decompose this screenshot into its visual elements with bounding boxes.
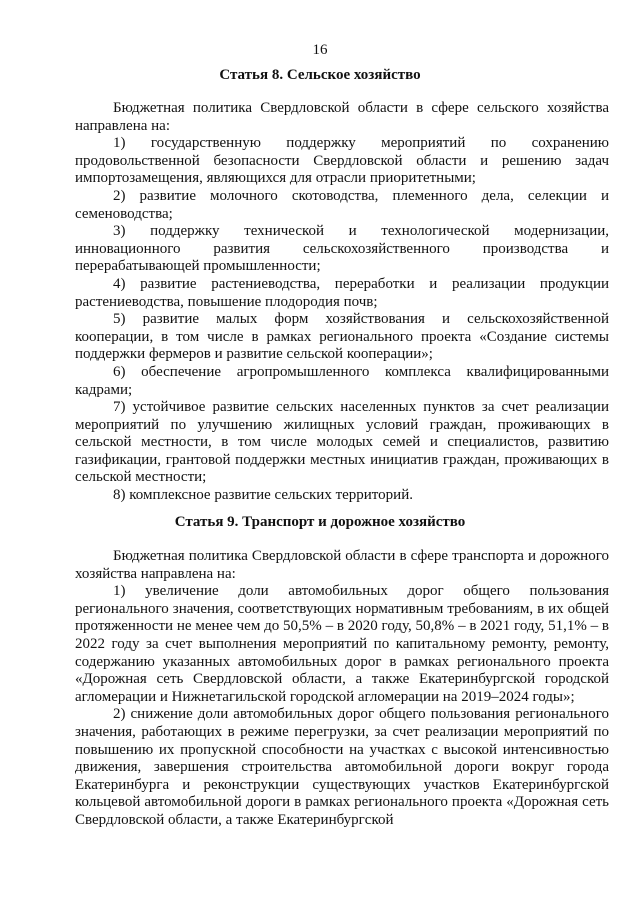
- paragraph: 5) развитие малых форм хозяйствования и сельскохозяйственной кооперации, в том числе в рамках регионального проекта «Создание системы поддержки фермеров и развитие сельской кооперации»;: [75, 311, 609, 363]
- article-8-title: Статья 8. Сельское хозяйство: [219, 67, 421, 83]
- paragraph: 4) развитие растениеводства, переработки и реализации продукции растениеводства, повышение плодородия почв;: [75, 275, 609, 310]
- article-9-title: Статья 9. Транспорт и дорожное хозяйство: [174, 514, 466, 530]
- paragraph: 1) увеличение доли автомобильных дорог общего пользования регионального значения, соответствующих нормативным требованиям, в их общей протяженности не менее чем до 50,5% – в 2020 году, 50,8% – в 2021 году, 51,1% – в 2022 году за счет выполнения мероприятий по капитальному ремонту, ремонту, содержанию указанных автомобильных дорог в рамках регионального проекта «Дорожная сеть Свердловской области, а также Екатеринбургской городской агломерации и Нижнетагильской городской агломерации на 2019–2024 годы»;: [75, 583, 609, 705]
- article-9-body: [75, 548, 609, 830]
- paragraph: Бюджетная политика Свердловской области в сфере транспорта и дорожного хозяйства направлена на:: [75, 548, 609, 582]
- paragraph: 8) комплексное развитие сельских территорий.: [113, 487, 413, 504]
- paragraph: 6) обеспечение агропромышленного комплекса квалифицированными кадрами;: [75, 363, 609, 398]
- paragraph: 2) развитие молочного скотоводства, племенного дела, селекции и семеноводства;: [75, 187, 609, 222]
- paragraph: 1) государственную поддержку мероприятий по сохранению продовольственной безопасности Свердловской области и решению задач импортозамещения, являющихся для отрасли приоритетными;: [75, 135, 609, 187]
- paragraph: 7) устойчивое развитие сельских населенных пунктов за счет реализации мероприятий по улучшению жилищных условий граждан, проживающих в сельской местности, в том числе молодых семей и специалистов, развитию газификации, грантовой поддержки местных инициатив граждан, проживающих в сельской местности;: [75, 399, 609, 486]
- page-number: 16: [312, 42, 328, 58]
- paragraph: 3) поддержку технической и технологической модернизации, инновационного развития сельскохозяйственного производства и перерабатывающей промышленности;: [75, 223, 609, 275]
- paragraph: Бюджетная политика Свердловской области в сфере сельского хозяйства направлена на:: [75, 100, 609, 134]
- article-8-body: [75, 100, 609, 505]
- paragraph: 2) снижение доли автомобильных дорог общего пользования регионального значения, работающих в режиме перегрузки, за счет реализации мероприятий по повышению их пропускной способности на участках с высокой интенсивностью движения, завершения строительства автомобильной дороги вокруг города Екатеринбурга и реконструкции существующих участков Екатеринбургской кольцевой автомобильной дороги в рамках регионального проекта «Дорожная сеть Свердловской области, а также Екатеринбургской: [75, 706, 609, 828]
